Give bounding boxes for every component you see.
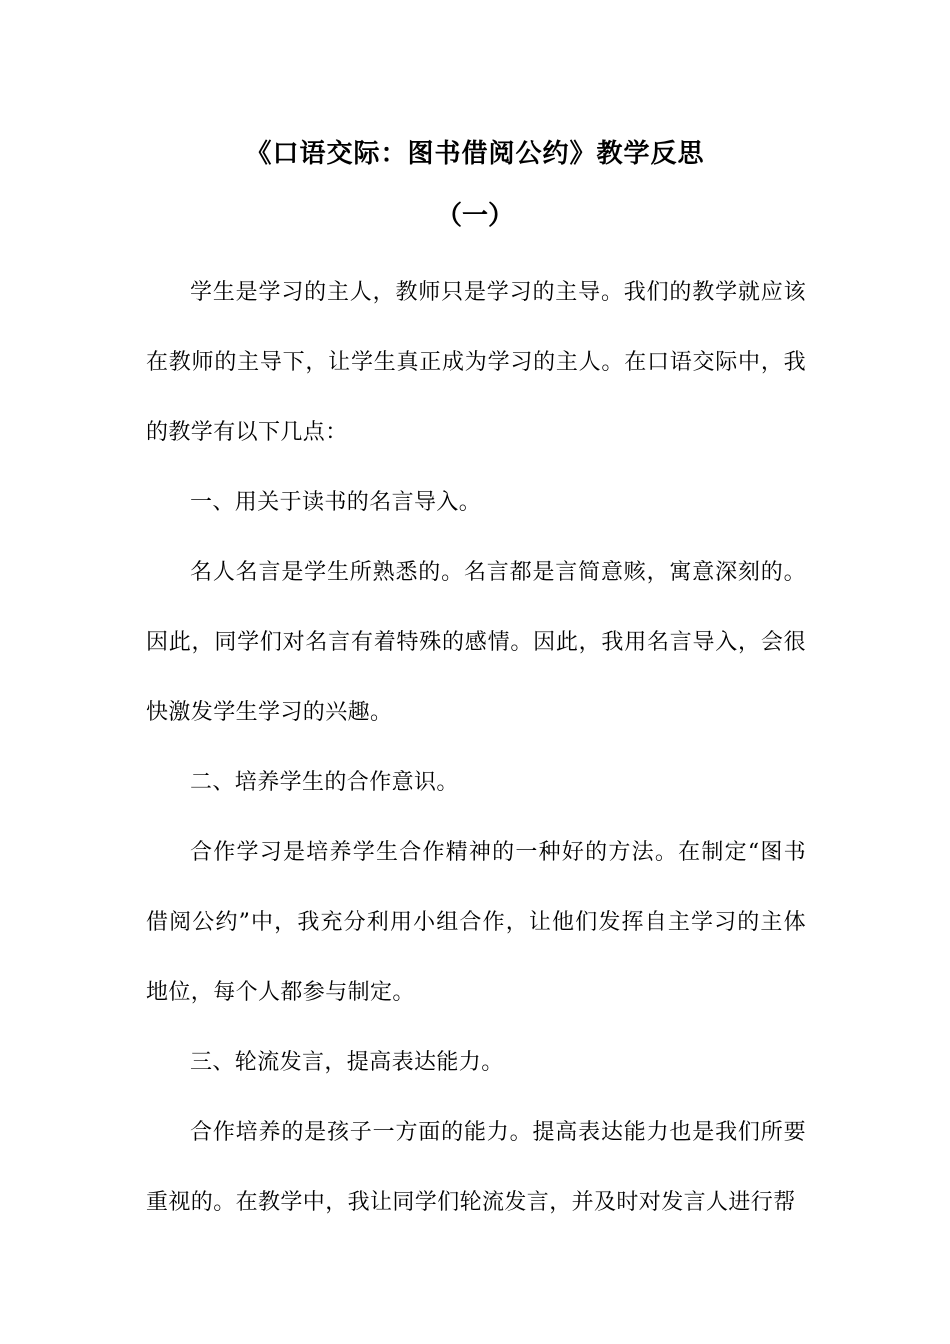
paragraph-section-1: 名人名言是学生所熟悉的。名言都是言简意赅，寓意深刻的。因此，同学们对名言有着特殊的感情。因此，我用名言导入，会很快激发学生学习的兴趣。 (146, 560, 806, 725)
section-heading-3: 三、轮流发言，提高表达能力。 (190, 1050, 504, 1075)
section-heading-1: 一、用关于读书的名言导入。 (190, 490, 482, 515)
document-title: 《口语交际：图书借阅公约》教学反思 (245, 139, 705, 169)
paragraph-section-2: 合作学习是培养学生合作精神的一种好的方法。在制定“图书借阅公约”中，我充分利用小组合作，让他们发挥自主学习的主体地位，每个人都参与制定。 (146, 840, 806, 1005)
paragraph-intro: 学生是学习的主人，教师只是学习的主导。我们的教学就应该在教师的主导下，让学生真正成为学习的主人。在口语交际中，我的教学有以下几点： (146, 280, 806, 445)
document-subtitle: （一） (435, 201, 514, 231)
document-body (146, 258, 806, 1238)
paragraph-section-3: 合作培养的是孩子一方面的能力。提高表达能力也是我们所要重视的。在教学中，我让同学们轮流发言，并及时对发言人进行帮 (146, 1120, 806, 1215)
section-heading-2: 二、培养学生的合作意识。 (190, 770, 459, 795)
